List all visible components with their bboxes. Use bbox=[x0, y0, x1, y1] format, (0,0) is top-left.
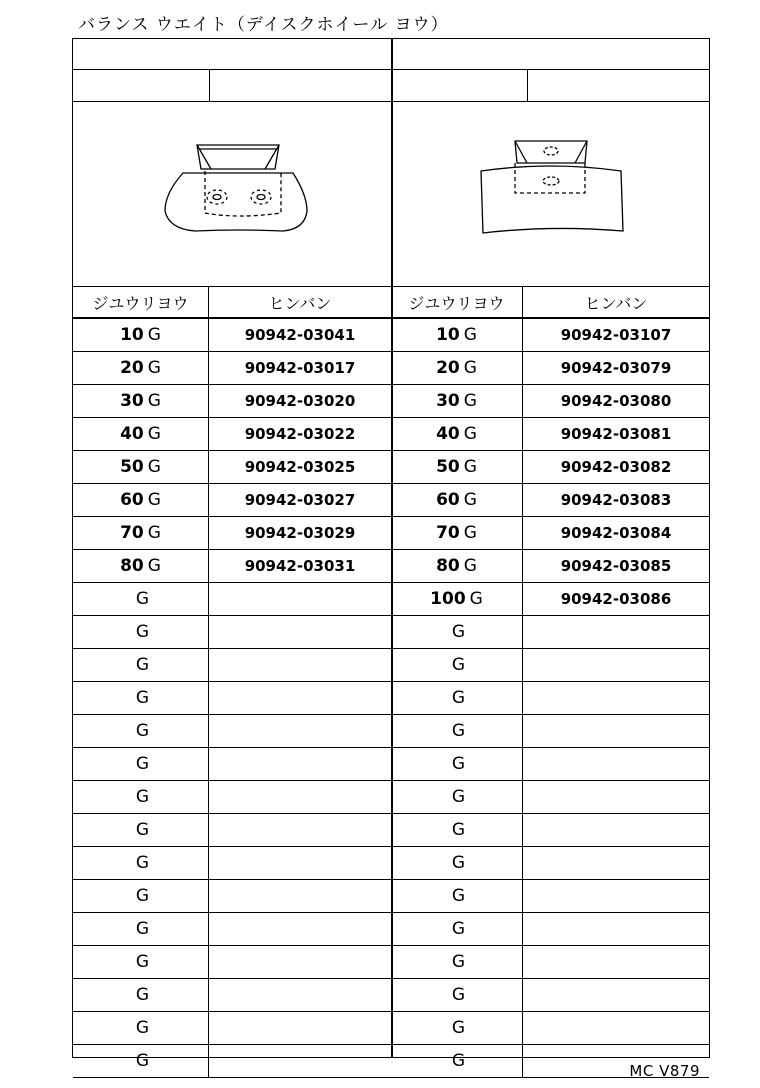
left-part-number-cell bbox=[209, 979, 391, 1011]
right-part-number-cell: 90942-03107 bbox=[560, 326, 672, 344]
right-table-row bbox=[391, 682, 709, 715]
right-weight-cell bbox=[391, 748, 523, 780]
weight-unit: G bbox=[451, 787, 466, 807]
left-header-blank bbox=[73, 39, 391, 70]
weight-unit: G bbox=[135, 589, 150, 609]
weight-value: 60 bbox=[436, 490, 460, 510]
weight-unit: G bbox=[469, 589, 483, 609]
left-part-number-cell: 90942-03022 bbox=[244, 425, 356, 443]
right-table-row bbox=[391, 517, 709, 550]
left-weight-cell bbox=[73, 979, 209, 1011]
right-part-number-cell bbox=[523, 913, 709, 945]
left-table-row bbox=[73, 1045, 391, 1078]
left-part-number-cell bbox=[209, 847, 391, 879]
left-part-number-cell bbox=[209, 649, 391, 681]
right-table-row bbox=[391, 451, 709, 484]
left-part-number-cell bbox=[209, 946, 391, 978]
left-weight-cell bbox=[73, 1045, 209, 1077]
weight-unit: G bbox=[135, 919, 150, 939]
weight-unit: G bbox=[135, 787, 150, 807]
weight-value: 50 bbox=[120, 457, 144, 477]
weight-unit: G bbox=[135, 1018, 150, 1038]
left-header-split bbox=[73, 69, 391, 102]
weight-unit: G bbox=[451, 985, 466, 1005]
weight-value: 20 bbox=[436, 358, 460, 378]
right-part-number-cell bbox=[523, 847, 709, 879]
right-weight-cell bbox=[391, 682, 523, 714]
weight-unit: G bbox=[147, 490, 161, 510]
weight-unit: G bbox=[463, 358, 477, 378]
left-table-row bbox=[73, 418, 391, 451]
left-weight-cell bbox=[73, 385, 209, 417]
right-table-row bbox=[391, 715, 709, 748]
right-weight-cell bbox=[391, 649, 523, 681]
left-table-row bbox=[73, 352, 391, 385]
left-weight-cell bbox=[73, 814, 209, 846]
left-table-row bbox=[73, 385, 391, 418]
right-part-number-cell: 90942-03079 bbox=[560, 359, 672, 377]
left-table-row bbox=[73, 649, 391, 682]
left-weight-cell bbox=[73, 913, 209, 945]
right-table-row bbox=[391, 616, 709, 649]
left-table-row bbox=[73, 484, 391, 517]
right-part-number-cell: 90942-03086 bbox=[560, 590, 672, 608]
left-part-number-cell bbox=[209, 1012, 391, 1044]
left-weight-illustration bbox=[73, 101, 391, 287]
weight-unit: G bbox=[451, 721, 466, 741]
weight-unit: G bbox=[463, 424, 477, 444]
left-weight-column-header: ジユウリヨウ bbox=[73, 287, 209, 317]
weight-unit: G bbox=[135, 688, 150, 708]
right-table-row bbox=[391, 484, 709, 517]
left-table-row bbox=[73, 319, 391, 352]
right-part-number-cell bbox=[523, 880, 709, 912]
weight-unit: G bbox=[135, 952, 150, 972]
left-table-row bbox=[73, 781, 391, 814]
weight-unit: G bbox=[451, 919, 466, 939]
weight-unit: G bbox=[147, 556, 161, 576]
clip-on-weight-icon bbox=[73, 101, 391, 286]
left-part-number-cell: 90942-03025 bbox=[244, 458, 356, 476]
left-table-row bbox=[73, 946, 391, 979]
weight-unit: G bbox=[451, 952, 466, 972]
right-weight-table bbox=[391, 287, 709, 1078]
weight-unit: G bbox=[451, 655, 466, 675]
right-part-number-cell: 90942-03080 bbox=[560, 392, 672, 410]
left-part-number-cell: 90942-03031 bbox=[244, 557, 356, 575]
left-part-number-cell bbox=[209, 1045, 391, 1077]
left-part-number-cell bbox=[209, 913, 391, 945]
weight-unit: G bbox=[451, 820, 466, 840]
right-header-split bbox=[391, 69, 709, 102]
right-weight-cell bbox=[391, 847, 523, 879]
left-weight-cell bbox=[73, 682, 209, 714]
weight-unit: G bbox=[147, 523, 161, 543]
right-part-number-cell bbox=[523, 748, 709, 780]
right-weight-column-header: ジユウリヨウ bbox=[391, 287, 523, 317]
left-weight-cell bbox=[73, 946, 209, 978]
weight-value: 80 bbox=[436, 556, 460, 576]
left-table-header bbox=[73, 287, 391, 319]
weight-unit: G bbox=[135, 655, 150, 675]
left-weight-cell bbox=[73, 583, 209, 615]
left-weight-cell bbox=[73, 847, 209, 879]
right-table-row bbox=[391, 781, 709, 814]
left-table-row bbox=[73, 847, 391, 880]
right-weight-cell bbox=[391, 1012, 523, 1044]
left-part-number-cell bbox=[209, 748, 391, 780]
right-part-number-cell bbox=[523, 1012, 709, 1044]
weight-unit: G bbox=[135, 820, 150, 840]
left-weight-cell bbox=[73, 616, 209, 648]
weight-value: 30 bbox=[436, 391, 460, 411]
weight-unit: G bbox=[135, 853, 150, 873]
right-part-number-cell bbox=[523, 979, 709, 1011]
right-part-number-cell bbox=[523, 682, 709, 714]
right-part-number-cell: 90942-03082 bbox=[560, 458, 672, 476]
right-weight-cell bbox=[391, 583, 523, 615]
weight-unit: G bbox=[135, 985, 150, 1005]
left-table-row bbox=[73, 748, 391, 781]
left-weight-cell bbox=[73, 649, 209, 681]
weight-unit: G bbox=[147, 358, 161, 378]
weight-unit: G bbox=[451, 886, 466, 906]
left-part-number-cell: 90942-03020 bbox=[244, 392, 356, 410]
left-weight-cell bbox=[73, 418, 209, 450]
right-table-row bbox=[391, 1012, 709, 1045]
right-weight-cell bbox=[391, 814, 523, 846]
left-table-row bbox=[73, 1012, 391, 1045]
right-weight-cell bbox=[391, 715, 523, 747]
right-table-row bbox=[391, 880, 709, 913]
right-weight-cell bbox=[391, 913, 523, 945]
left-part-number-cell bbox=[209, 781, 391, 813]
right-weight-cell bbox=[391, 616, 523, 648]
right-weight-cell bbox=[391, 319, 523, 351]
left-part-number-cell: 90942-03027 bbox=[244, 491, 356, 509]
left-part-number-cell bbox=[209, 682, 391, 714]
right-weight-cell bbox=[391, 880, 523, 912]
weight-unit: G bbox=[135, 754, 150, 774]
right-weight-cell bbox=[391, 1045, 523, 1077]
right-table-row bbox=[391, 913, 709, 946]
right-part-number-cell: 90942-03081 bbox=[560, 425, 672, 443]
left-part-number-cell bbox=[209, 880, 391, 912]
weight-unit: G bbox=[135, 721, 150, 741]
weight-unit: G bbox=[451, 853, 466, 873]
left-part-number-column-header: ヒンバン bbox=[268, 293, 332, 313]
left-part-number-cell bbox=[209, 814, 391, 846]
right-weight-cell bbox=[391, 418, 523, 450]
right-weight-cell bbox=[391, 550, 523, 582]
weight-unit: G bbox=[463, 325, 477, 345]
weight-unit: G bbox=[451, 754, 466, 774]
weight-value: 10 bbox=[436, 325, 460, 345]
weight-unit: G bbox=[135, 1051, 150, 1071]
right-table-row bbox=[391, 979, 709, 1012]
right-table-header bbox=[391, 287, 709, 319]
left-weight-cell bbox=[73, 550, 209, 582]
weight-unit: G bbox=[135, 886, 150, 906]
weight-unit: G bbox=[451, 1051, 466, 1071]
left-table-row bbox=[73, 913, 391, 946]
right-table-row bbox=[391, 814, 709, 847]
right-weight-cell bbox=[391, 385, 523, 417]
left-part-number-cell bbox=[209, 616, 391, 648]
left-table-row bbox=[73, 550, 391, 583]
weight-unit: G bbox=[147, 457, 161, 477]
left-part-number-cell: 90942-03041 bbox=[244, 326, 356, 344]
weight-unit: G bbox=[463, 490, 477, 510]
left-section bbox=[73, 39, 393, 1071]
right-part-number-column-header: ヒンバン bbox=[584, 293, 648, 313]
right-table-row bbox=[391, 319, 709, 352]
weight-unit: G bbox=[463, 457, 477, 477]
right-part-number-cell bbox=[523, 715, 709, 747]
left-weight-table bbox=[73, 287, 391, 1078]
weight-unit: G bbox=[463, 391, 477, 411]
left-weight-cell bbox=[73, 352, 209, 384]
weight-value: 40 bbox=[120, 424, 144, 444]
weight-unit: G bbox=[147, 391, 161, 411]
left-table-row bbox=[73, 616, 391, 649]
right-weight-cell bbox=[391, 484, 523, 516]
weight-value: 100 bbox=[430, 589, 466, 609]
weight-value: 30 bbox=[120, 391, 144, 411]
document-code: MC V879 bbox=[629, 1062, 700, 1080]
left-weight-cell bbox=[73, 517, 209, 549]
left-weight-cell bbox=[73, 484, 209, 516]
right-weight-cell bbox=[391, 979, 523, 1011]
adhesive-weight-icon bbox=[391, 101, 709, 286]
right-part-number-cell bbox=[523, 616, 709, 648]
weight-unit: G bbox=[451, 688, 466, 708]
weight-unit: G bbox=[451, 622, 466, 642]
right-table-row bbox=[391, 385, 709, 418]
weight-unit: G bbox=[463, 523, 477, 543]
right-table-row bbox=[391, 847, 709, 880]
weight-value: 40 bbox=[436, 424, 460, 444]
left-weight-cell bbox=[73, 319, 209, 351]
right-weight-cell bbox=[391, 781, 523, 813]
right-header-blank bbox=[391, 39, 709, 70]
right-part-number-cell bbox=[523, 814, 709, 846]
weight-value: 60 bbox=[120, 490, 144, 510]
left-table-row bbox=[73, 814, 391, 847]
left-weight-cell bbox=[73, 781, 209, 813]
weight-unit: G bbox=[463, 556, 477, 576]
left-table-row bbox=[73, 880, 391, 913]
right-table-row bbox=[391, 418, 709, 451]
left-table-row bbox=[73, 979, 391, 1012]
weight-value: 10 bbox=[120, 325, 144, 345]
weight-unit: G bbox=[147, 325, 161, 345]
left-table-row bbox=[73, 583, 391, 616]
weight-value: 70 bbox=[120, 523, 144, 543]
right-table-row bbox=[391, 583, 709, 616]
left-weight-cell bbox=[73, 748, 209, 780]
left-weight-cell bbox=[73, 880, 209, 912]
right-weight-cell bbox=[391, 352, 523, 384]
weight-value: 50 bbox=[436, 457, 460, 477]
right-table-row bbox=[391, 946, 709, 979]
page-title: バランス ウエイト（デイスクホイール ヨウ） bbox=[78, 15, 449, 35]
right-part-number-cell: 90942-03083 bbox=[560, 491, 672, 509]
right-weight-cell bbox=[391, 451, 523, 483]
right-weight-cell bbox=[391, 946, 523, 978]
right-table-row bbox=[391, 748, 709, 781]
right-table-row bbox=[391, 649, 709, 682]
left-part-number-cell bbox=[209, 715, 391, 747]
right-weight-cell bbox=[391, 517, 523, 549]
left-table-row bbox=[73, 517, 391, 550]
weight-value: 80 bbox=[120, 556, 144, 576]
left-weight-cell bbox=[73, 1012, 209, 1044]
left-part-number-cell: 90942-03029 bbox=[244, 524, 356, 542]
right-table-row bbox=[391, 550, 709, 583]
right-part-number-cell bbox=[523, 649, 709, 681]
left-part-number-cell: 90942-03017 bbox=[244, 359, 356, 377]
left-weight-cell bbox=[73, 715, 209, 747]
weight-unit: G bbox=[451, 1018, 466, 1038]
left-weight-cell bbox=[73, 451, 209, 483]
right-part-number-cell bbox=[523, 781, 709, 813]
right-part-number-cell: 90942-03085 bbox=[560, 557, 672, 575]
weight-value: 20 bbox=[120, 358, 144, 378]
right-part-number-cell bbox=[523, 946, 709, 978]
right-table-row bbox=[391, 352, 709, 385]
left-part-number-cell bbox=[209, 583, 391, 615]
weight-unit: G bbox=[135, 622, 150, 642]
left-table-row bbox=[73, 715, 391, 748]
weight-value: 70 bbox=[436, 523, 460, 543]
right-weight-illustration bbox=[391, 101, 709, 287]
weight-unit: G bbox=[147, 424, 161, 444]
right-part-number-cell: 90942-03084 bbox=[560, 524, 672, 542]
left-table-row bbox=[73, 682, 391, 715]
left-table-row bbox=[73, 451, 391, 484]
